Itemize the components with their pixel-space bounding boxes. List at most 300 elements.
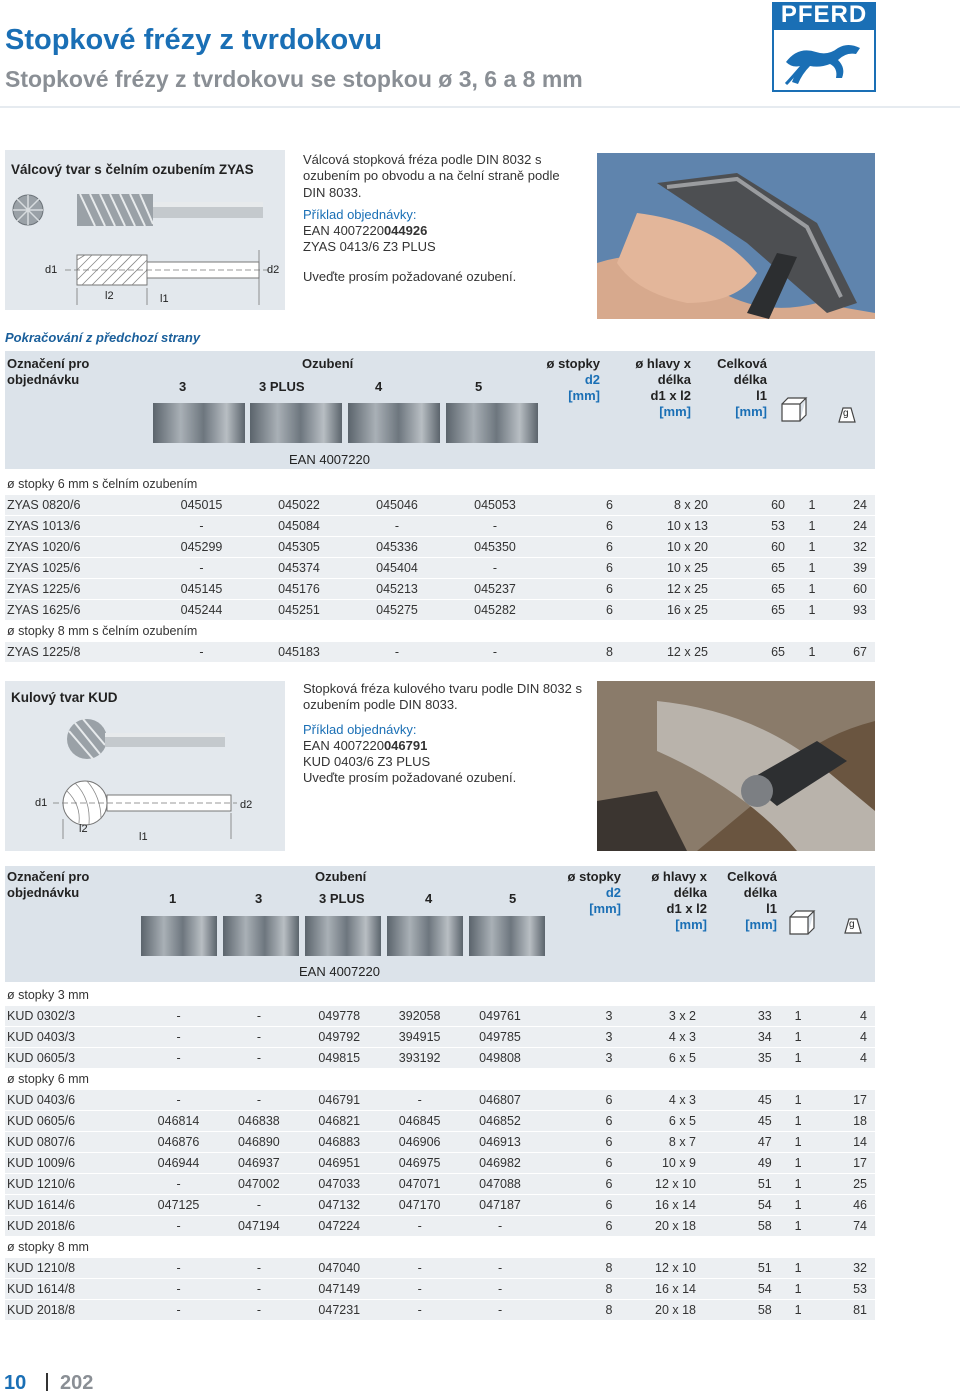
kud-cutter-drawing (5, 709, 285, 851)
tooth2-sample-3plus (305, 916, 381, 956)
order-code-cell: KUD 0403/3 (5, 1027, 138, 1048)
kud-table-header (5, 866, 875, 982)
zyas-example-label: Příklad objednávky: (303, 206, 417, 222)
table-cell: 17 (816, 1153, 875, 1174)
table-cell: 45 (704, 1090, 780, 1111)
th2-length-unit: [mm] (745, 917, 777, 932)
table-cell: 6 (544, 579, 621, 600)
order-code-cell: KUD 1614/8 (5, 1279, 138, 1300)
table-cell: 53 (816, 1279, 875, 1300)
table-row (5, 558, 875, 579)
table-cell: 17 (816, 1090, 875, 1111)
table-cell: 045251 (250, 600, 348, 621)
th2-shank (555, 869, 621, 917)
header-divider (0, 106, 960, 108)
th-length-sym: l1 (756, 388, 767, 403)
table-row (5, 516, 875, 537)
th-shank-unit: [mm] (568, 388, 600, 403)
table-cell: - (460, 1258, 540, 1279)
kud-drawing-box (5, 681, 285, 851)
zyas-dim-d2: d2 (267, 264, 280, 276)
table-row (5, 642, 875, 663)
table-cell: 046951 (299, 1153, 379, 1174)
group-label-row (5, 621, 875, 642)
zyas-table-header (5, 351, 875, 469)
table-cell: 8 (540, 1300, 620, 1321)
table-cell: 3 x 2 (620, 1006, 704, 1027)
group-label: ø stopky 3 mm (5, 985, 875, 1006)
kud-example-ean (303, 738, 583, 754)
group-label: ø stopky 8 mm (5, 1237, 875, 1258)
table-cell: 1 (793, 600, 831, 621)
kud-dim-d1: d1 (35, 797, 48, 809)
table-cell: 6 (540, 1111, 620, 1132)
th2-shank-unit: [mm] (589, 901, 621, 916)
order-code-cell: ZYAS 1025/6 (5, 558, 153, 579)
table-cell: 53 (716, 516, 793, 537)
table-cell: 045084 (250, 516, 348, 537)
kud-example-label: Příklad objednávky: (303, 721, 417, 737)
horse-icon (772, 28, 876, 92)
kud-description (303, 681, 583, 787)
table-cell: 4 (816, 1048, 875, 1069)
table-cell: 6 (544, 537, 621, 558)
table-row (5, 579, 875, 600)
table-cell: 6 x 5 (620, 1048, 704, 1069)
kud-desc-text: Stopková fréza kulového tvaru podle DIN 8032 s ozubením podle DIN 8033. (303, 681, 582, 713)
table-cell: 046876 (138, 1132, 218, 1153)
table-cell: 046883 (299, 1132, 379, 1153)
table-cell: 12 x 10 (620, 1174, 704, 1195)
table-cell: 1 (780, 1279, 817, 1300)
section-number: 202 (60, 1372, 94, 1394)
group-label-row (5, 474, 875, 495)
table-cell: - (446, 642, 544, 663)
table-cell: 16 x 25 (621, 600, 716, 621)
tooth-sample-3plus (250, 403, 342, 443)
th2-head-unit: [mm] (675, 917, 707, 932)
kud-ean-prefix: EAN 4007220 (303, 737, 384, 753)
table-cell: - (379, 1090, 459, 1111)
table-cell: - (379, 1258, 459, 1279)
order-code-cell: KUD 1614/6 (5, 1195, 138, 1216)
table-cell: 24 (831, 495, 875, 516)
table-cell: 049761 (460, 1006, 540, 1027)
zyas-example-code: ZYAS 0413/6 Z3 PLUS (303, 239, 436, 255)
table-cell: - (348, 516, 446, 537)
table-cell: 049808 (460, 1048, 540, 1069)
zyas-note: Uveďte prosím požadované ozubení. (303, 268, 517, 284)
table-cell: - (460, 1216, 540, 1237)
table-row (5, 1216, 875, 1237)
table-cell: 65 (716, 642, 793, 663)
table-row (5, 1258, 875, 1279)
group-label: ø stopky 6 mm (5, 1069, 875, 1090)
table-cell: 1 (780, 1174, 817, 1195)
table-cell: 045237 (446, 579, 544, 600)
tooth2-sample-4 (387, 916, 463, 956)
table-cell: - (219, 1048, 299, 1069)
table-row (5, 1006, 875, 1027)
th-teeth-5: 5 (475, 379, 483, 394)
weight2-icon (843, 916, 863, 934)
order-code-cell: KUD 1210/6 (5, 1174, 138, 1195)
th-head (625, 356, 691, 420)
table-cell: - (348, 642, 446, 663)
table-cell: 58 (704, 1300, 780, 1321)
th2-shank-label: ø stopky (567, 869, 621, 884)
zyas-table (5, 474, 875, 663)
logo-text: PFERD (772, 2, 876, 28)
th2-teeth-1: 1 (169, 891, 177, 906)
table-cell: 046982 (460, 1153, 540, 1174)
table-cell: 34 (704, 1027, 780, 1048)
table-cell: 6 (540, 1153, 620, 1174)
th-shank (540, 356, 600, 404)
table-cell: 10 x 13 (621, 516, 716, 537)
table-cell: 1 (793, 495, 831, 516)
table-cell: - (138, 1300, 218, 1321)
table-cell: 394915 (379, 1027, 459, 1048)
table-row (5, 1300, 875, 1321)
table-cell: 047125 (138, 1195, 218, 1216)
table-row (5, 1195, 875, 1216)
th2-length (715, 869, 777, 933)
table-row (5, 1111, 875, 1132)
table-cell: - (138, 1006, 218, 1027)
table-cell: 6 (540, 1216, 620, 1237)
table-cell: 046845 (379, 1111, 459, 1132)
th2-head (641, 869, 707, 933)
table-cell: 39 (831, 558, 875, 579)
table-cell: 14 (816, 1132, 875, 1153)
table-cell: 46 (816, 1195, 875, 1216)
page-subtitle: Stopkové frézy z tvrdokovu se stopkou ø 3, 6 a 8 mm (5, 66, 583, 92)
th2-teeth-3: 3 (255, 891, 263, 906)
kud-ean-bold: 046791 (383, 737, 428, 753)
table-cell: 047149 (299, 1279, 379, 1300)
table-row (5, 495, 875, 516)
table-cell: - (219, 1300, 299, 1321)
table-cell: 60 (831, 579, 875, 600)
table-cell: 049778 (299, 1006, 379, 1027)
table-cell: 047224 (299, 1216, 379, 1237)
table-cell: 25 (816, 1174, 875, 1195)
table-cell: 045299 (153, 537, 250, 558)
table-row (5, 1090, 875, 1111)
tooth2-sample-3 (223, 916, 299, 956)
table-cell: 1 (793, 642, 831, 663)
table-cell: 54 (704, 1195, 780, 1216)
table-cell: - (153, 558, 250, 579)
table-cell: 045305 (250, 537, 348, 558)
th-shank-sym: d2 (584, 372, 600, 387)
th-teeth: Ozubení (302, 356, 354, 371)
page-title: Stopkové frézy z tvrdokovu (5, 24, 383, 56)
table-cell: 16 x 14 (620, 1195, 704, 1216)
table-row (5, 1132, 875, 1153)
table-cell: 12 x 25 (621, 579, 716, 600)
table-cell: 1 (793, 558, 831, 579)
tooth-sample-3 (153, 403, 245, 443)
table-cell: 32 (831, 537, 875, 558)
table-cell: 046821 (299, 1111, 379, 1132)
table-cell: 4 x 3 (620, 1027, 704, 1048)
weight2-label: g (849, 919, 855, 930)
table-cell: 046791 (299, 1090, 379, 1111)
zyas-cutter-drawing (5, 180, 285, 310)
zyas-drawing-box (5, 150, 285, 310)
zyas-dim-l2: l2 (105, 290, 114, 302)
table-cell: 046814 (138, 1111, 218, 1132)
table-cell: 1 (780, 1258, 817, 1279)
table-cell: 74 (816, 1216, 875, 1237)
table-cell: 93 (831, 600, 875, 621)
table-cell: 045336 (348, 537, 446, 558)
th-length-label: Celková délka (717, 356, 767, 387)
package2-icon (787, 908, 817, 936)
table-cell: 12 x 25 (621, 642, 716, 663)
table-cell: 8 (540, 1258, 620, 1279)
table-cell: 6 x 5 (620, 1111, 704, 1132)
table-cell: 393192 (379, 1048, 459, 1069)
table-cell: 6 (540, 1132, 620, 1153)
table-cell: 33 (704, 1006, 780, 1027)
table-cell: 045213 (348, 579, 446, 600)
table-cell: 20 x 18 (620, 1216, 704, 1237)
table-cell: 6 (540, 1090, 620, 1111)
table-cell: 046890 (219, 1132, 299, 1153)
th-length-unit: [mm] (735, 404, 767, 419)
order-code-cell: ZYAS 1225/8 (5, 642, 153, 663)
table-cell: 045374 (250, 558, 348, 579)
table-cell: 3 (540, 1006, 620, 1027)
table-cell: 047040 (299, 1258, 379, 1279)
table-cell: 045404 (348, 558, 446, 579)
table-cell: 4 (816, 1006, 875, 1027)
th2-length-label: Celková délka (727, 869, 777, 900)
tooth-sample-4 (348, 403, 440, 443)
weight-label: g (843, 408, 849, 419)
tooth2-sample-1 (141, 916, 217, 956)
order-code-cell: KUD 0302/3 (5, 1006, 138, 1027)
kud-example-code: KUD 0403/6 Z3 PLUS (303, 754, 431, 770)
table-cell: - (460, 1300, 540, 1321)
group-label-row (5, 1069, 875, 1090)
table-cell: 046937 (219, 1153, 299, 1174)
th2-teeth-4: 4 (425, 891, 433, 906)
table-cell: 45 (704, 1111, 780, 1132)
table-cell: 6 (544, 558, 621, 579)
order-code-cell: ZYAS 0820/6 (5, 495, 153, 516)
table-cell: 1 (780, 1195, 817, 1216)
th-teeth-3plus: 3 PLUS (259, 379, 305, 394)
table-cell: 047187 (460, 1195, 540, 1216)
order-code-cell: KUD 2018/6 (5, 1216, 138, 1237)
zyas-photo (597, 153, 875, 319)
table-cell: 10 x 25 (621, 558, 716, 579)
table-cell: 1 (780, 1216, 817, 1237)
table-cell: 045176 (250, 579, 348, 600)
order-code-cell: KUD 0605/6 (5, 1111, 138, 1132)
footer-divider (46, 1373, 48, 1391)
table-cell: - (219, 1090, 299, 1111)
table-row (5, 1048, 875, 1069)
order-code-cell: ZYAS 1625/6 (5, 600, 153, 621)
table-cell: 045022 (250, 495, 348, 516)
table-cell: 046852 (460, 1111, 540, 1132)
th2-teeth-5: 5 (509, 891, 517, 906)
table-cell: 4 x 3 (620, 1090, 704, 1111)
th2-order: Označení pro objednávku (7, 869, 90, 900)
table-cell: 16 x 14 (620, 1279, 704, 1300)
table-cell: 54 (704, 1279, 780, 1300)
table-cell: 046975 (379, 1153, 459, 1174)
table-cell: 8 (540, 1279, 620, 1300)
table-cell: 045244 (153, 600, 250, 621)
th2-head-label: ø hlavy x délka (651, 869, 707, 900)
table-cell: 65 (716, 600, 793, 621)
order-code-cell: KUD 1210/8 (5, 1258, 138, 1279)
zyas-title: Válcový tvar s čelním ozubením ZYAS (11, 162, 254, 177)
table-cell: 049815 (299, 1048, 379, 1069)
table-cell: 047088 (460, 1174, 540, 1195)
table-cell: 1 (780, 1048, 817, 1069)
table-cell: 047002 (219, 1174, 299, 1195)
th2-head-sym: d1 x l2 (666, 901, 707, 916)
table-cell: 4 (816, 1027, 875, 1048)
table-cell: - (219, 1279, 299, 1300)
table-cell: 047033 (299, 1174, 379, 1195)
table-cell: 045275 (348, 600, 446, 621)
table-cell: 6 (540, 1174, 620, 1195)
table-cell: 58 (704, 1216, 780, 1237)
th-head-sym: d1 x l2 (650, 388, 691, 403)
tooth2-sample-5 (469, 916, 545, 956)
table-cell: 1 (793, 579, 831, 600)
table-row (5, 1174, 875, 1195)
table-cell: - (138, 1174, 218, 1195)
table-cell: 045015 (153, 495, 250, 516)
table-cell: 47 (704, 1132, 780, 1153)
order-code-cell: ZYAS 1020/6 (5, 537, 153, 558)
table-cell: 24 (831, 516, 875, 537)
table-cell: 35 (704, 1048, 780, 1069)
group-label-row (5, 1237, 875, 1258)
kud-table (5, 985, 875, 1321)
kud-dim-l1: l1 (139, 831, 148, 843)
table-cell: 046913 (460, 1132, 540, 1153)
table-cell: 51 (704, 1174, 780, 1195)
table-cell: 6 (544, 516, 621, 537)
table-cell: - (219, 1027, 299, 1048)
order-code-cell: KUD 0403/6 (5, 1090, 138, 1111)
table-cell: - (446, 558, 544, 579)
table-row (5, 600, 875, 621)
table-cell: 049785 (460, 1027, 540, 1048)
table-cell: 65 (716, 579, 793, 600)
table-cell: 045350 (446, 537, 544, 558)
table-cell: - (138, 1048, 218, 1069)
th2-shank-sym: d2 (605, 885, 621, 900)
table-cell: 51 (704, 1258, 780, 1279)
th2-teeth: Ozubení (315, 869, 367, 884)
table-cell: 1 (793, 537, 831, 558)
table-cell: 10 x 9 (620, 1153, 704, 1174)
table-cell: 045046 (348, 495, 446, 516)
kud-dim-l2: l2 (79, 823, 88, 835)
table-cell: 046944 (138, 1153, 218, 1174)
kud-dim-d2: d2 (240, 799, 253, 811)
table-row (5, 1027, 875, 1048)
table-cell: 1 (780, 1153, 817, 1174)
table-cell: 047132 (299, 1195, 379, 1216)
th-order: Označení pro objednávku (7, 356, 90, 387)
table-cell: - (460, 1279, 540, 1300)
th-teeth-3: 3 (179, 379, 187, 394)
table-cell: 045282 (446, 600, 544, 621)
table-cell: 047194 (219, 1216, 299, 1237)
table-cell: - (138, 1027, 218, 1048)
weight-icon (837, 405, 857, 423)
package-icon (779, 395, 809, 423)
th-head-label: ø hlavy x délka (635, 356, 691, 387)
zyas-dim-d1: d1 (45, 264, 58, 276)
table-cell: 8 x 20 (621, 495, 716, 516)
th2-teeth-3plus: 3 PLUS (319, 891, 365, 906)
table-cell: - (379, 1300, 459, 1321)
th-shank-label: ø stopky (546, 356, 600, 371)
table-cell: 049792 (299, 1027, 379, 1048)
th-head-unit: [mm] (659, 404, 691, 419)
table-cell: 392058 (379, 1006, 459, 1027)
table-cell: 1 (780, 1090, 817, 1111)
order-code-cell: KUD 1009/6 (5, 1153, 138, 1174)
table-cell: 8 (544, 642, 621, 663)
kud-title: Kulový tvar KUD (11, 690, 118, 705)
group-label: ø stopky 6 mm s čelním ozubením (5, 474, 875, 495)
table-cell: 047071 (379, 1174, 459, 1195)
group-label-row (5, 985, 875, 1006)
table-cell: 1 (780, 1006, 817, 1027)
zyas-ean-bold: 044926 (383, 223, 428, 239)
table-cell: 6 (544, 495, 621, 516)
table-cell: - (138, 1090, 218, 1111)
page-number: 10 (4, 1372, 27, 1394)
table-cell: - (379, 1216, 459, 1237)
group-label: ø stopky 8 mm s čelním ozubením (5, 621, 875, 642)
table-cell: - (138, 1279, 218, 1300)
table-cell: - (138, 1216, 218, 1237)
table-cell: 10 x 20 (621, 537, 716, 558)
kud-note: Uveďte prosím požadované ozubení. (303, 770, 517, 786)
order-code-cell: ZYAS 1013/6 (5, 516, 153, 537)
table-cell: 045183 (250, 642, 348, 663)
th-ean: EAN 4007220 (289, 452, 370, 467)
zyas-description (303, 152, 583, 285)
th-length (705, 356, 767, 420)
order-code-cell: KUD 0807/6 (5, 1132, 138, 1153)
table-cell: 1 (780, 1027, 817, 1048)
table-row (5, 1279, 875, 1300)
table-cell: 1 (793, 516, 831, 537)
table-cell: - (379, 1279, 459, 1300)
table-cell: 60 (716, 495, 793, 516)
continued-note: Pokračování z předchozí strany (5, 330, 201, 345)
table-cell: 3 (540, 1048, 620, 1069)
table-cell: - (153, 516, 250, 537)
table-cell: 1 (780, 1132, 817, 1153)
